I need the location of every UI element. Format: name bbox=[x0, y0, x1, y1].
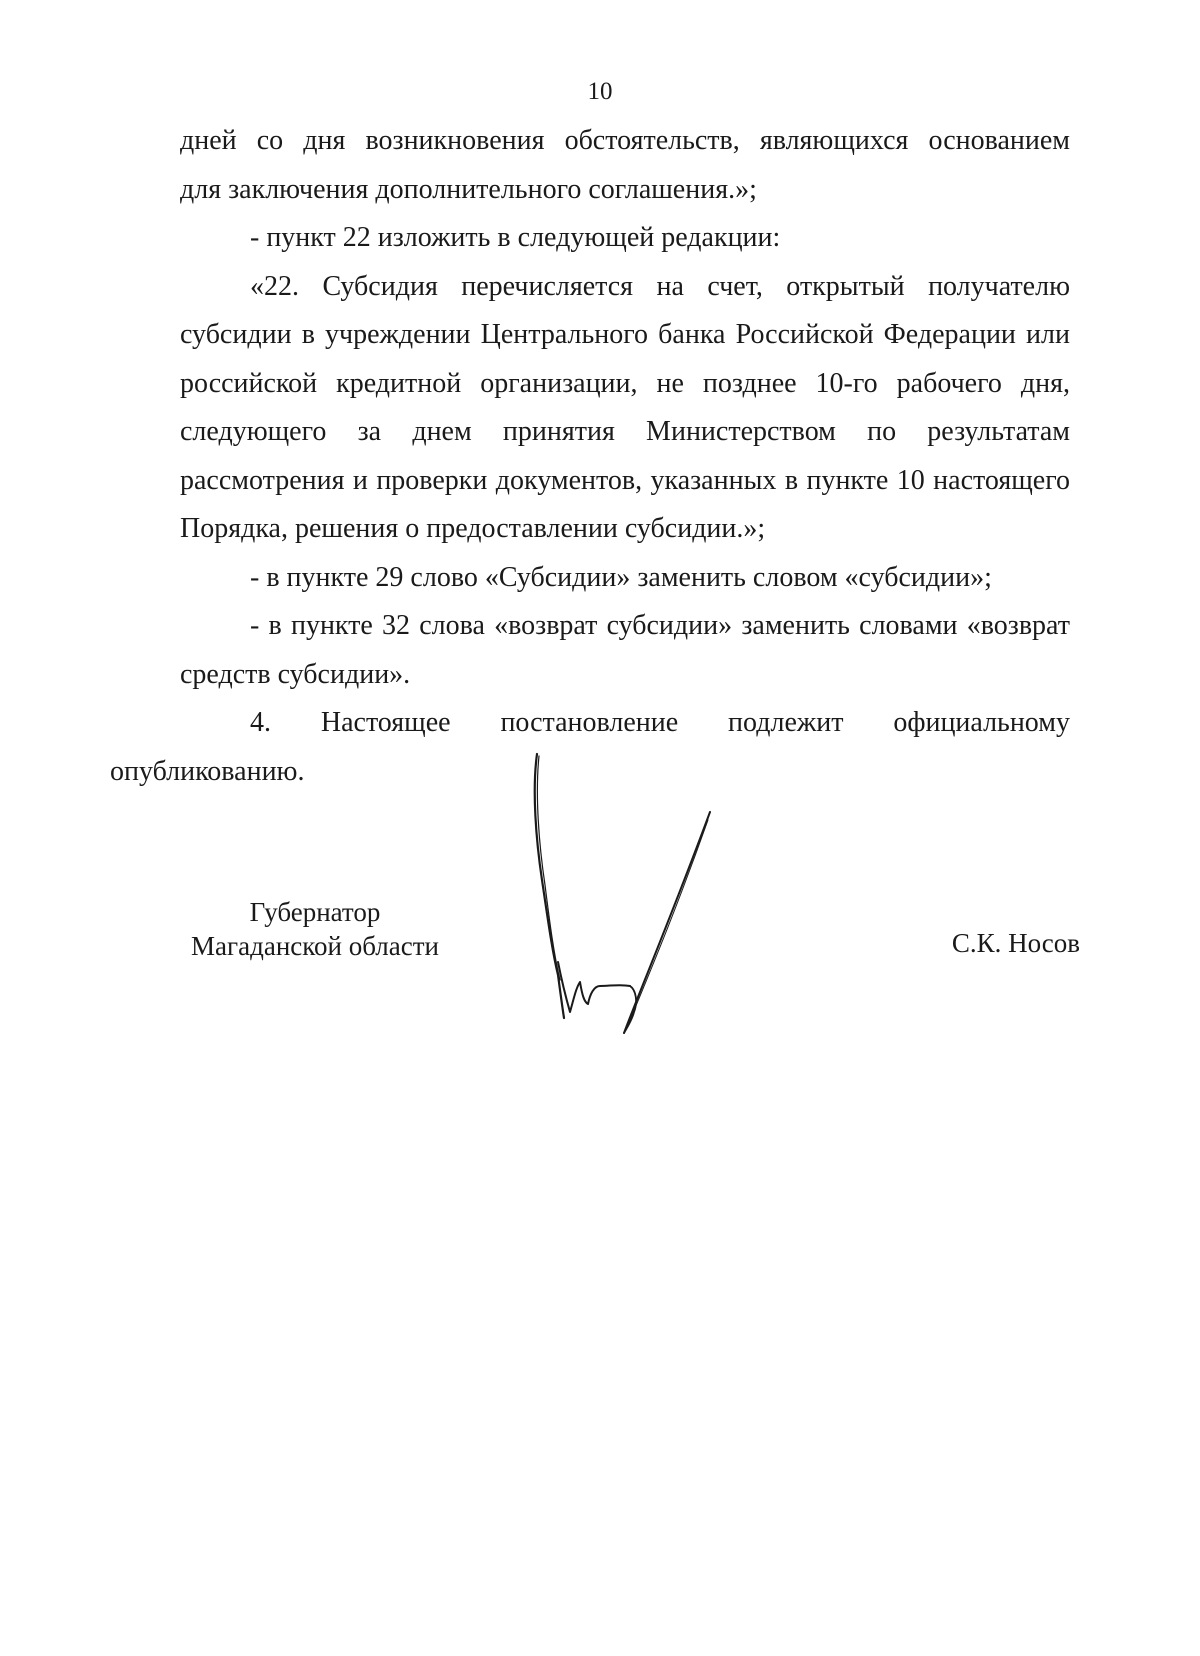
signatory-position-line: Губернатор bbox=[249, 897, 381, 927]
signatory-position-line: Магаданской области bbox=[191, 931, 439, 961]
page-number: 10 bbox=[587, 78, 613, 105]
paragraph-continuation bbox=[180, 117, 1070, 214]
paragraph-line: опубликованию. bbox=[110, 755, 305, 787]
paragraph-item-32: - в пункте 32 слова «возврат субсидии» заменить словами «возврат средств субсидии». bbox=[180, 610, 1070, 690]
document-body bbox=[110, 117, 1070, 796]
paragraph-line: дней со дня возникновения обстоятельств, являющихся основанием bbox=[180, 125, 1070, 156]
signatory-position bbox=[180, 895, 450, 963]
signatory-name: С.К. Носов bbox=[951, 928, 1080, 958]
paragraph-item-29: - в пункте 29 слово «Субсидии» заменить словом «субсидии»; bbox=[250, 561, 992, 593]
paragraph-item-22-intro: - пункт 22 изложить в следующей редакции: bbox=[250, 222, 781, 253]
paragraph-item-22-text: «22. Субсидия перечисляется на счет, открытый получателю субсидии в учреждении Центрального банка Российской Федерации или российской кредитной организации, не позднее 10-го рабочего дня, следующего за днем принятия Министерством по результатам рассмотрения и проверки документов, указанных в пункте 10 настоящего Порядка, решения о предоставлении субсидии.»; bbox=[180, 270, 1070, 544]
paragraph-line: для заключения дополнительного соглашения.»; bbox=[180, 173, 757, 205]
paragraph-publication bbox=[110, 699, 1070, 796]
paragraph-line: 4. Настоящее постановление подлежит официальному bbox=[250, 707, 1070, 738]
